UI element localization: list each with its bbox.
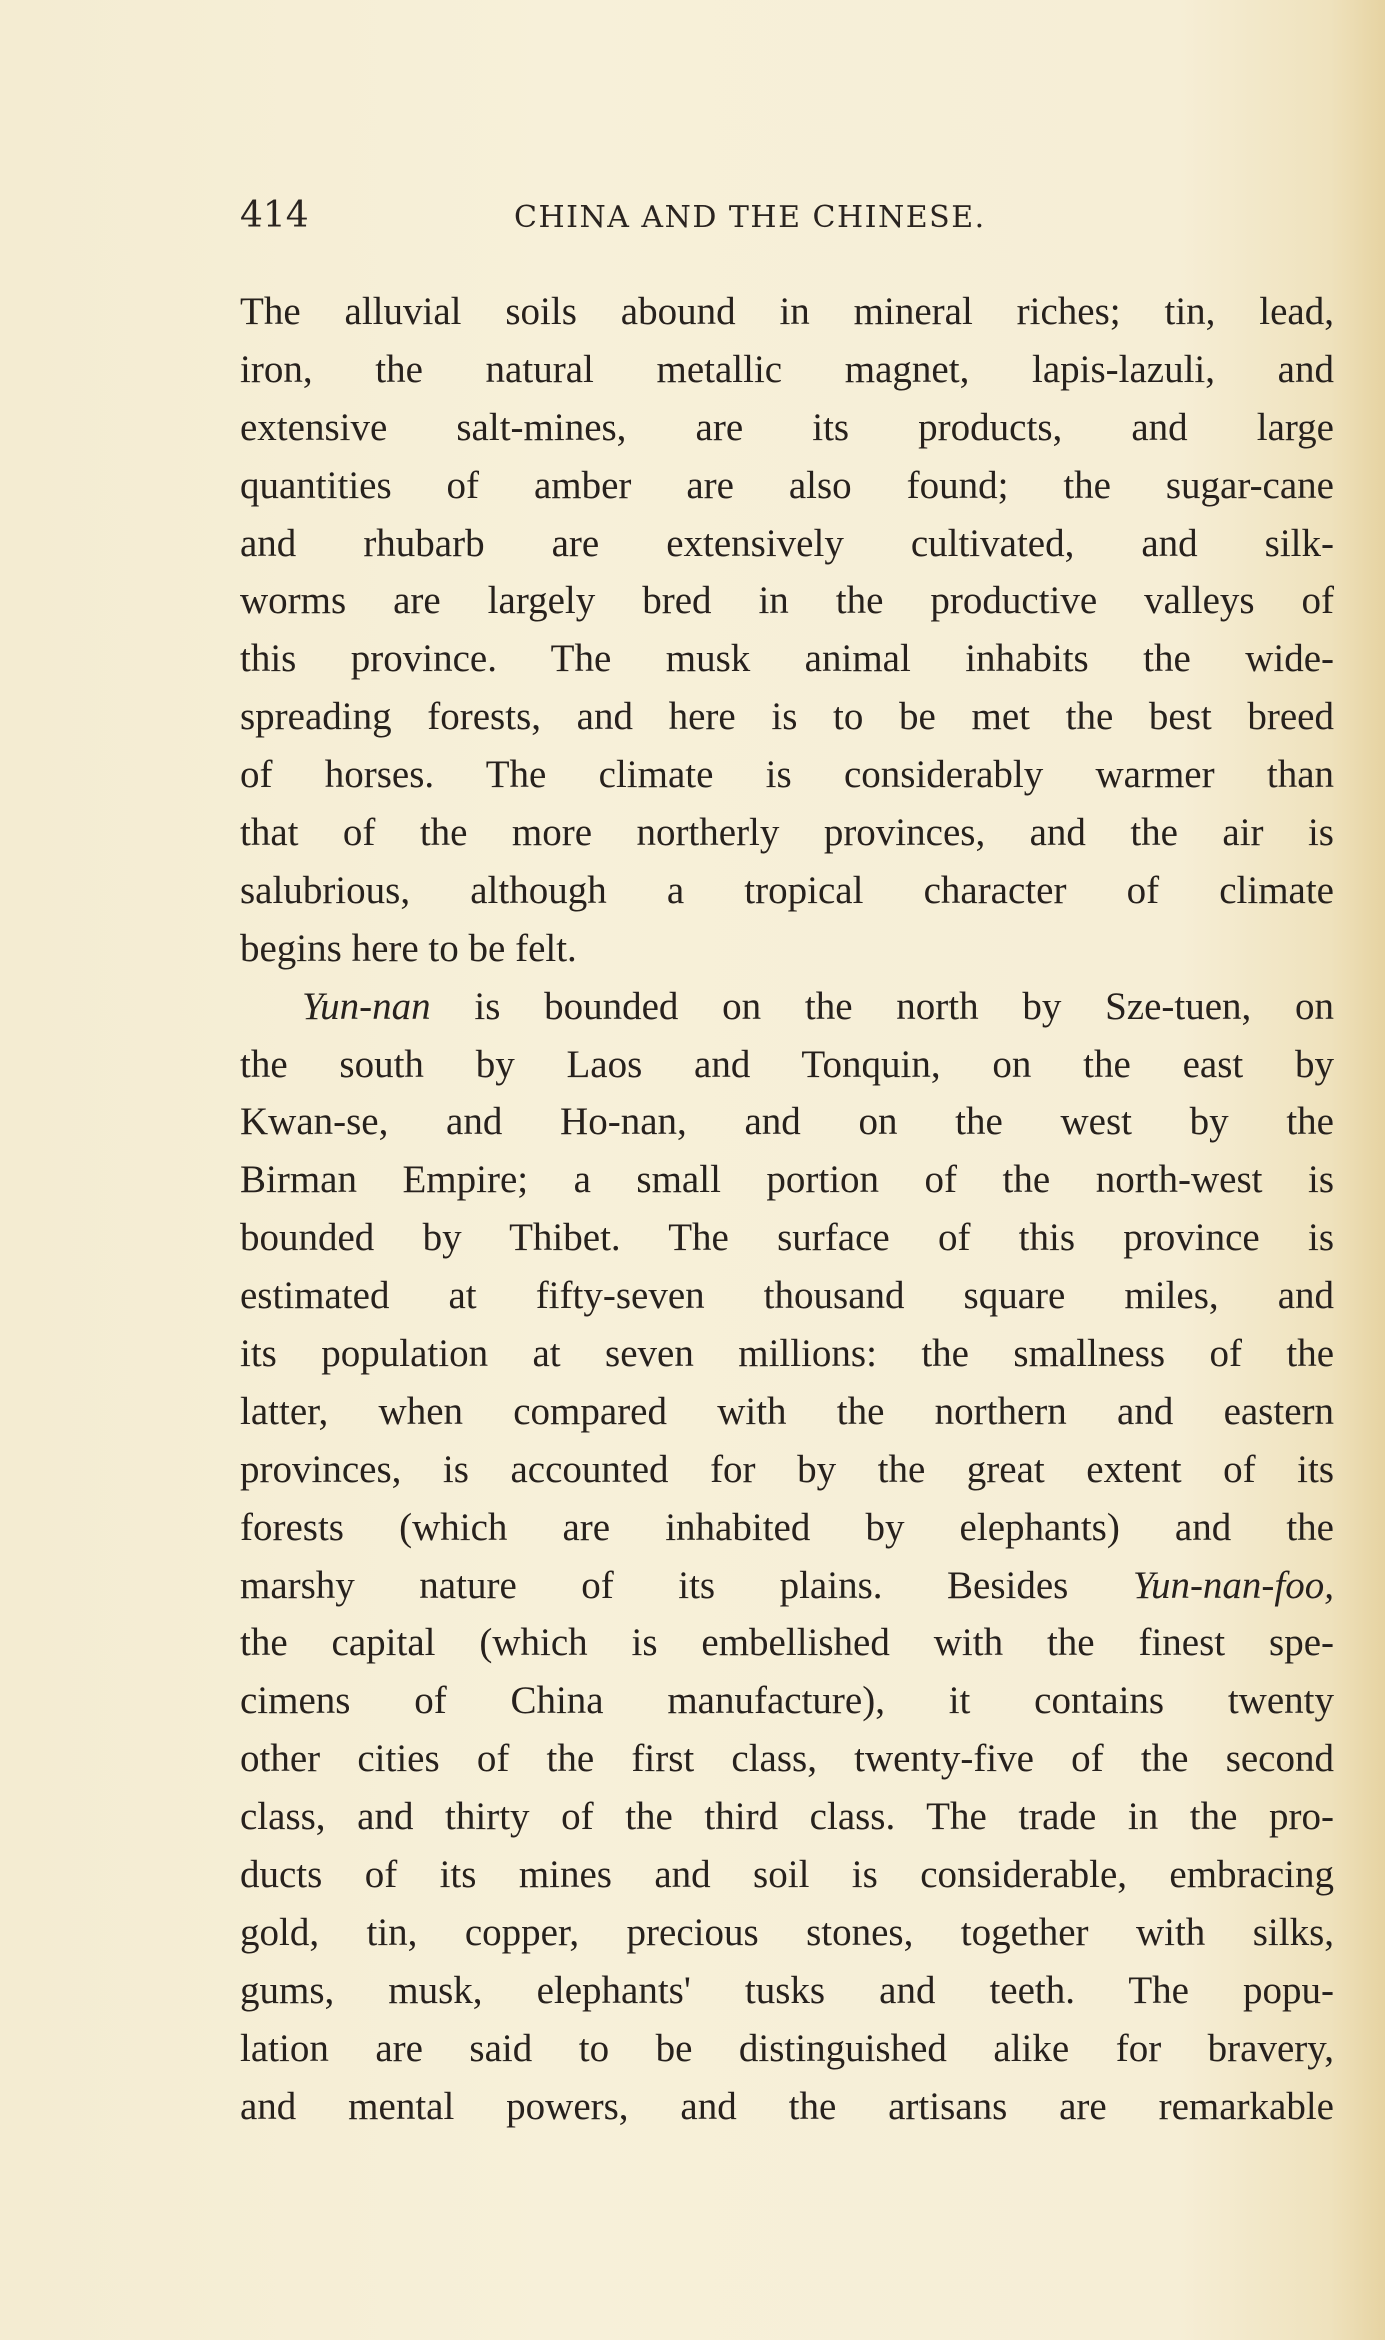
text-line: the capital (which is embellished with the finest spe- (240, 1621, 1334, 1665)
text-line: Kwan-se, and Ho-nan, and on the west by the (240, 1100, 1334, 1144)
text-line: gold, tin, copper, precious stones, together with silks, (240, 1910, 1334, 1954)
running-head: CHINA AND THE CHINESE. (514, 200, 986, 235)
text-line: Birman Empire; a small portion of the north-west is (240, 1158, 1334, 1202)
text-line: iron, the natural metallic magnet, lapis-lazuli, and (240, 347, 1334, 391)
text-line: that of the more northerly provinces, and the air is (240, 811, 1334, 855)
text-line-with-italic (240, 1557, 1334, 1615)
province-name: Yun-nan (302, 984, 431, 1028)
text-line: this province. The musk animal inhabits the wide- (240, 637, 1334, 681)
paragraph-start-line (240, 978, 1334, 1036)
text-line: and rhubarb are extensively cultivated, and silk- (240, 521, 1334, 565)
text-line-start: marshy nature of its plains. Besides (240, 1563, 1069, 1607)
text-line: spreading forests, and here is to be met the best breed (240, 695, 1334, 739)
paragraph-end-line: begins here to be felt. (240, 926, 577, 970)
text-line: gums, musk, elephants' tusks and teeth. The popu- (240, 1968, 1334, 2012)
text-line-rest: is bounded on the north by Sze-tuen, on (474, 984, 1335, 1028)
text-line: the south by Laos and Tonquin, on the east by (240, 1042, 1334, 1086)
page-number: 414 (240, 195, 309, 236)
text-line: forests (which are inhabited by elephants) and the (240, 1505, 1334, 1549)
text-line: provinces, is accounted for by the great extent of its (240, 1447, 1334, 1491)
text-line: other cities of the first class, twenty-five of the second (240, 1737, 1334, 1781)
text-line: lation are said to be distinguished alike for bravery, (240, 2026, 1334, 2070)
text-line: and mental powers, and the artisans are remarkable (240, 2084, 1334, 2128)
body-text (240, 283, 1334, 2136)
text-line: bounded by Thibet. The surface of this province is (240, 1216, 1334, 1260)
text-line: of horses. The climate is considerably warmer than (240, 753, 1334, 797)
text-line: quantities of amber are also found; the sugar-cane (240, 463, 1334, 507)
text-line: extensive salt-mines, are its products, and large (240, 405, 1334, 449)
text-line: The alluvial soils abound in mineral riches; tin, lead, (240, 290, 1334, 333)
text-line: its population at seven millions: the smallness of the (240, 1332, 1334, 1376)
page-header (240, 190, 1085, 242)
text-line: class, and thirty of the third class. The trade in the pro- (240, 1795, 1334, 1839)
text-line: salubrious, although a tropical character of climate (240, 868, 1334, 912)
text-line: worms are largely bred in the productive valleys of (240, 579, 1334, 623)
text-line: estimated at fifty-seven thousand square miles, and (240, 1274, 1334, 1318)
text-line: latter, when compared with the northern and eastern (240, 1389, 1334, 1433)
text-line: cimens of China manufacture), it contains twenty (240, 1679, 1334, 1723)
text-line: ducts of its mines and soil is considerable, embracing (240, 1853, 1334, 1897)
capital-name: Yun-nan-foo, (1132, 1563, 1334, 1607)
